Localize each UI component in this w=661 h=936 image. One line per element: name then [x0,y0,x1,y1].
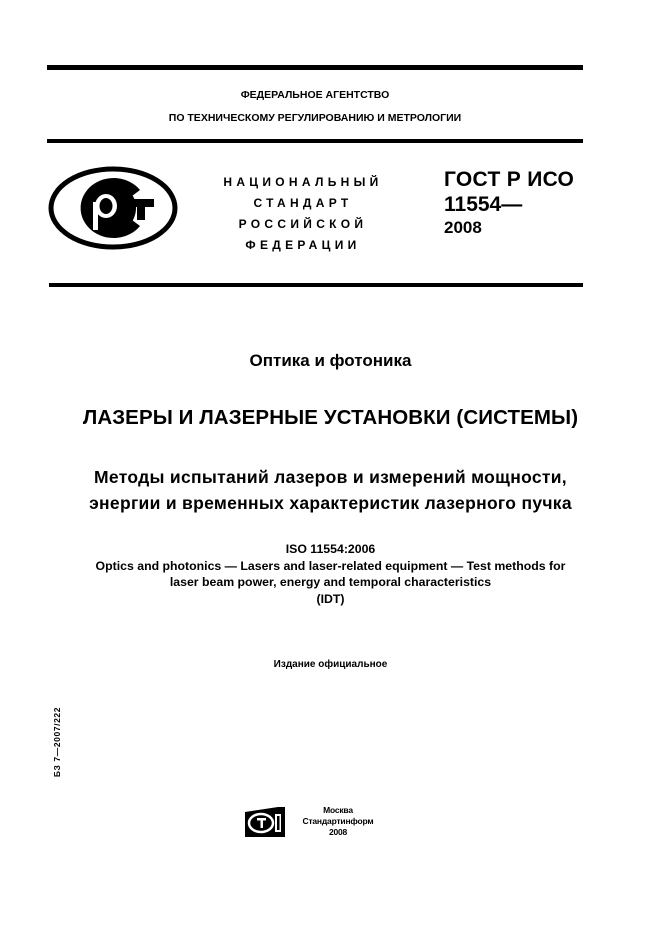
top-rule [47,65,583,70]
iso-title-line-2: laser beam power, energy and temporal characteristics [169,575,492,589]
designation-line-1: ГОСТ Р ИСО [444,168,575,191]
publisher-info [290,805,386,838]
national-standard-line-2: СТАНДАРТ [253,196,353,210]
standartinform-logo-icon [244,806,286,838]
national-standard-label [210,172,396,256]
subtitle [0,464,661,516]
main-title: ЛАЗЕРЫ И ЛАЗЕРНЫЕ УСТАНОВКИ (СИСТЕМЫ) [82,406,579,429]
subtitle-line-1: Методы испытаний лазеров и измерений мощности, [94,467,567,487]
publisher-year: 2008 [328,827,348,837]
agency-line-2: ПО ТЕХНИЧЕСКОМУ РЕГУЛИРОВАНИЮ И МЕТРОЛОГИИ [168,112,462,124]
national-standard-line-3: РОССИЙСКОЙ [238,217,368,231]
bottom-rule [49,283,583,287]
designation-line-2: 11554— [444,193,523,216]
national-standard-line-4: ФЕДЕРАЦИИ [245,238,361,252]
iso-title-line-1: Optics and photonics — Lasers and laser-related equipment — Test methods for [95,558,566,573]
publisher-name: Стандартинформ [302,816,374,826]
iso-equivalence: (IDT) [316,591,345,606]
agency-heading [47,84,583,130]
catalog-code [47,697,67,787]
agency-line-1: ФЕДЕРАЛЬНОЕ АГЕНТСТВО [240,89,390,101]
edition-label: Издание официальное [273,659,388,670]
publisher-city: Москва [323,805,353,815]
designation-line-3: 2008 [444,218,482,237]
iso-reference [0,541,661,607]
field-heading: Оптика и фотоника [249,351,412,370]
catalog-code-text: БЗ 7—2007/222 [52,706,62,778]
subtitle-line-2: энергии и временных характеристик лазерного пучка [89,493,572,513]
middle-rule [47,139,583,143]
iso-number: ISO 11554:2006 [285,542,376,556]
gost-emblem-icon [48,166,178,250]
national-standard-line-1: НАЦИОНАЛЬНЫЙ [223,175,383,189]
standard-designation [444,168,574,239]
